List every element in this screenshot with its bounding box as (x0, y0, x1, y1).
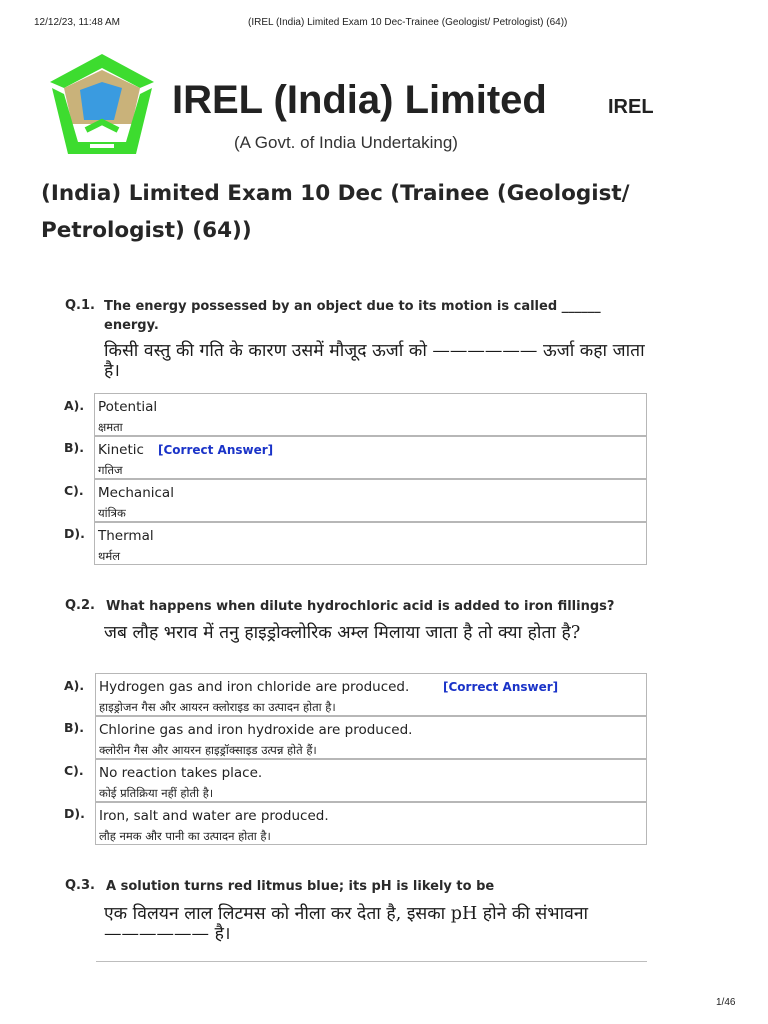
option-text-hindi: थर्मल (98, 549, 121, 563)
question-number: Q.1. (65, 298, 95, 313)
option-text: No reaction takes place. (99, 765, 263, 781)
irel-logo-icon (42, 50, 162, 158)
option-text: Thermal (98, 528, 154, 544)
question-number: Q.3. (65, 878, 95, 893)
print-datetime: 12/12/23, 11:48 AM (34, 17, 120, 28)
question-hindi: जब लौह भराव में तनु हाइड्रोक्लोरिक अम्ल मिलाया जाता है तो क्या होता है? (104, 623, 581, 643)
correct-answer-badge: [Correct Answer] (158, 443, 274, 457)
question-number: Q.2. (65, 598, 95, 613)
option-text: Mechanical (98, 485, 174, 501)
option-text-hindi: गतिज (98, 463, 123, 477)
document-title: (India) Limited Exam 10 Dec (Trainee (Geologist/ Petrologist) (64)) (41, 181, 630, 243)
option-label: C). (64, 763, 84, 778)
option-label: B). (64, 440, 84, 455)
option-text: Kinetic (98, 442, 144, 458)
option-text-hindi: कोई प्रतिक्रिया नहीं होती है। (99, 786, 214, 800)
page-number: 1/46 (716, 997, 736, 1008)
option-text: Iron, salt and water are produced. (99, 808, 329, 824)
option-text: Potential (98, 399, 158, 415)
option-box (94, 522, 647, 565)
correct-answer-badge: [Correct Answer] (443, 680, 559, 694)
option-text-hindi: लौह नमक और पानी का उत्पादन होता है। (99, 829, 271, 843)
option-label: A). (64, 678, 85, 693)
question-hindi: किसी वस्तु की गति के कारण उसमें मौजूद ऊर्जा को —————— ऊर्जा कहा जाता है। (104, 341, 645, 381)
question-text: The energy possessed by an object due to its motion is called ______ energy. (104, 299, 601, 333)
option-label: D). (64, 526, 85, 541)
print-title: (IREL (India) Limited Exam 10 Dec-Trainee (Geologist/ Petrologist) (64)) (248, 17, 568, 28)
option-text-hindi: क्षमता (98, 420, 123, 434)
option-box (94, 393, 647, 436)
option-box (94, 479, 647, 522)
option-text-hindi: यांत्रिक (98, 506, 126, 520)
option-text: Chlorine gas and iron hydroxide are produced. (99, 722, 413, 738)
question-text: What happens when dilute hydrochloric acid is added to iron fillings? (106, 599, 615, 614)
option-text-hindi: क्लोरीन गैस और आयरन हाइड्रॉक्साइड उत्पन्न होते हैं। (99, 743, 317, 757)
divider (96, 961, 647, 962)
option-text-hindi: हाइड्रोजन गैस और आयरन क्लोराइड का उत्पादन होता है। (99, 700, 336, 714)
option-label: B). (64, 720, 84, 735)
question-hindi: एक विलयन लाल लिटमस को नीला कर देता है, इसका pH होने की संभावना —————— है। (104, 904, 589, 944)
logo-subtitle: (A Govt. of India Undertaking) (234, 133, 458, 152)
logo-title: IREL (India) Limited (172, 78, 547, 122)
option-text: Hydrogen gas and iron chloride are produced. (99, 679, 410, 695)
question-text: A solution turns red litmus blue; its pH is likely to be (106, 879, 495, 894)
option-label: D). (64, 806, 85, 821)
option-label: A). (64, 398, 85, 413)
option-label: C). (64, 483, 84, 498)
logo-tag: IREL (608, 96, 654, 118)
